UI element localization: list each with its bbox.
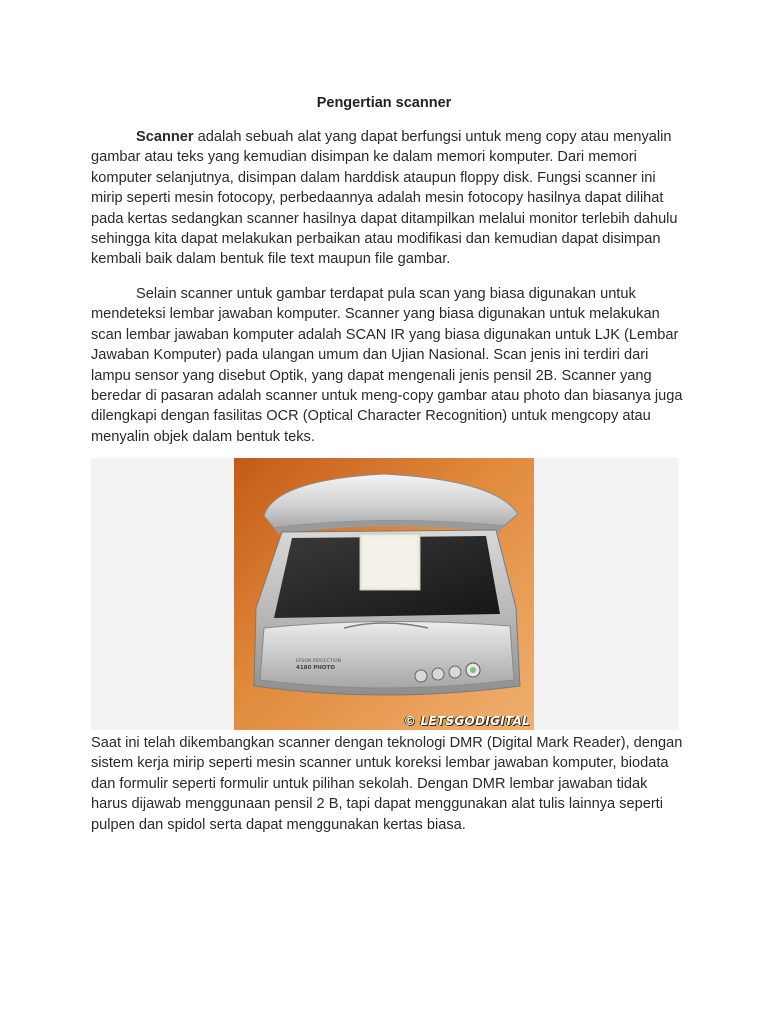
paragraph-2-text: Selain scanner untuk gambar terdapat pula scan yang biasa digunakan untuk mendeteksi lembar jawaban komputer. Scanner yang biasa digunakan untuk melakukan scan lembar jawaban komputer adalah SCAN IR yang biasa digunakan untuk LJK (Lembar Jawaban Komputer) pada ulangan umum dan Ujian Nasional. Scan jenis ini terdiri dari lampu sensor yang disebut Optik, yang dapat mengenali jenis pensil 2B. Scanner yang beredar di pasaran adalah scanner untuk meng-copy gambar atau photo dan biasanya juga dilengkapi dengan fasilitas OCR (Optical Character Recognition) untuk mengcopy atau menyalin objek dalam bentuk teks. [91, 286, 683, 445]
scanner-button-3 [449, 666, 461, 678]
power-led [470, 667, 476, 673]
device-label-1: EPSON PERFECTION [296, 659, 341, 664]
paragraph-3-text: Saat ini telah dikembangkan scanner dengan teknologi DMR (Digital Mark Reader), dengan sistem kerja mirip seperti mesin scanner untuk koreksi lembar jawaban komputer, biodata dan formulir seperti formulir untuk pilihan sekolah. Dengan DMR lembar jawaban tidak harus dijawab menggunaan pensil 2 B, tapi dapat menggunakan alat tulis lainnya seperti pulpen dan spidol serta dapat menggunakan kertas biasa. [91, 735, 683, 833]
paragraph-1 [91, 127, 687, 270]
document-on-glass [360, 534, 420, 590]
page-title: Pengertian scanner [316, 95, 452, 111]
scanner-illustration [234, 458, 534, 730]
paragraph-3 [91, 733, 687, 835]
paragraph-1-lead: Scanner [136, 129, 194, 145]
paragraph-2 [91, 284, 687, 447]
paragraph-1-text: adalah sebuah alat yang dapat berfungsi untuk meng copy atau menyalin gambar atau teks yang kemudian disimpan ke dalam memori komputer. Dari memori komputer selanjutnya, disimpan dalam harddisk ataupun floppy disk. Fungsi scanner ini mirip seperti mesin fotocopy, perbedaannya adalah mesin fotocopy hasilnya dapat dilihat pada kertas sedangkan scanner hasilnya dapat ditampilkan melalui monitor terlebih dahulu sehingga kita dapat melakukan perbaikan atau modifikasi dan kemudian dapat disimpan kembali baik dalam bentuk file text maupun file gambar. [91, 129, 678, 268]
device-label-2: 4180 PHOTO [296, 665, 335, 671]
scanner-button-2 [432, 668, 444, 680]
scanner-photo [234, 458, 534, 730]
photo-watermark: © LETSGODIGITAL [403, 714, 530, 728]
front-panel [260, 621, 514, 688]
scanner-button-1 [415, 670, 427, 682]
figure-container [91, 458, 678, 730]
